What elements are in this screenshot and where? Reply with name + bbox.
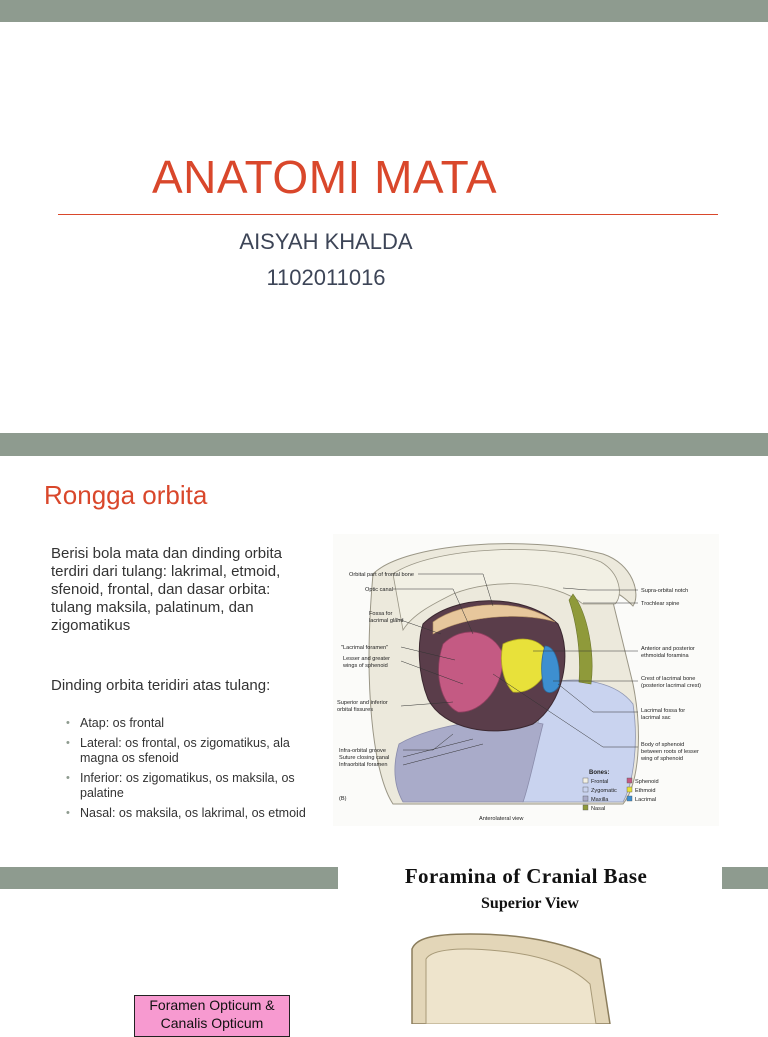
legend-swatch — [627, 778, 632, 783]
intro-paragraph: Berisi bola mata dan dinding orbita terdiri dari tulang: lakrimal, etmoid, sfenoid, frontal, dan dasar orbita: tulang maksila, palatinum, dan zigomatikus — [51, 545, 282, 634]
foramen-label-box: Foramen Opticum & Canalis Opticum — [134, 995, 290, 1037]
panel-letter: (B) — [339, 796, 347, 802]
wall-paragraph: Dinding orbita teridiri atas tulang: — [51, 677, 271, 694]
title-underline-left — [58, 214, 518, 215]
legend-label: Sphenoid — [635, 779, 659, 785]
figure-label: Crest of lacrimal bone — [641, 676, 696, 682]
figure-label: wing of sphenoid — [641, 756, 683, 762]
figure-label: wings of sphenoid — [343, 663, 388, 669]
list-item: • Nasal: os maksila, os lakrimal, os etmoid — [66, 806, 316, 821]
slide-separator — [0, 433, 768, 456]
figure-label: Body of sphenoid — [641, 742, 685, 748]
legend-label: Frontal — [591, 779, 609, 785]
figure-label: "Lacrimal foramen" — [341, 645, 389, 651]
figure-label: Supra-orbital notch — [641, 588, 689, 594]
figure-label: Lesser and greater — [343, 656, 390, 662]
list-item: • Atap: os frontal — [66, 716, 316, 731]
banner-subtitle: Superior View — [481, 895, 579, 912]
figure-label: Anterior and posterior — [641, 646, 695, 652]
figure-label: Trochlear spine — [641, 601, 680, 607]
figure-label: Suture closing canal — [339, 755, 390, 761]
cranial-base-slide — [0, 864, 768, 1031]
legend-swatch — [627, 796, 632, 801]
orbit-illustration — [333, 534, 719, 826]
figure-label: Fossa for — [369, 611, 393, 617]
figure-label: Infraorbital foramen — [339, 762, 388, 768]
top-band — [0, 0, 768, 22]
student-id: 1102011016 — [266, 265, 386, 290]
figure-label: ethmoidal foramina — [641, 653, 689, 659]
view-caption: Anterolateral view — [479, 816, 524, 822]
figure-label: Lacrimal fossa for — [641, 708, 686, 714]
figure-label: Orbital part of frontal bone — [349, 572, 414, 578]
legend-swatch — [583, 796, 588, 801]
figure-label: (posterior lacrimal crest) — [641, 683, 701, 689]
figure-label: Optic canal — [365, 587, 393, 593]
legend-swatch — [583, 787, 588, 792]
list-item: • Lateral: os frontal, os zigomatikus, ala magna os sfenoid — [66, 736, 316, 766]
orbit-slide — [0, 456, 768, 867]
legend-swatch — [583, 778, 588, 783]
list-item: • Inferior: os zigomatikus, os maksila, os palatine — [66, 771, 316, 801]
title-underline-right — [518, 214, 718, 215]
legend-swatch — [627, 787, 632, 792]
author-name: AISYAH KHALDA — [239, 229, 413, 254]
orbit-anatomy-figure — [333, 534, 719, 826]
figure-label: orbital fissures — [337, 707, 374, 713]
legend-label: Zygomatic — [591, 788, 617, 794]
figure-label: between roots of lesser — [641, 749, 699, 755]
legend-label: Nasal — [591, 806, 606, 812]
title-slide — [0, 22, 768, 433]
legend-label: Maxilla — [591, 797, 609, 803]
figure-label: Infra-orbital groove — [339, 748, 386, 754]
banner-title: Foramina of Cranial Base — [404, 864, 648, 888]
legend-swatch — [583, 805, 588, 810]
bullet-list — [66, 716, 316, 826]
figure-label: lacrimal sac — [641, 715, 671, 721]
legend-label: Ethmoid — [635, 788, 656, 794]
slide-title: ANATOMI MATA — [152, 151, 498, 203]
cranial-base-illustration — [0, 889, 768, 1024]
slide-heading: Rongga orbita — [44, 480, 208, 510]
figure-label: Superior and inferior — [337, 700, 388, 706]
figure-label: lacrimal gland — [369, 618, 404, 624]
legend-title: Bones: — [589, 770, 610, 776]
legend-label: Lacrimal — [635, 797, 657, 803]
